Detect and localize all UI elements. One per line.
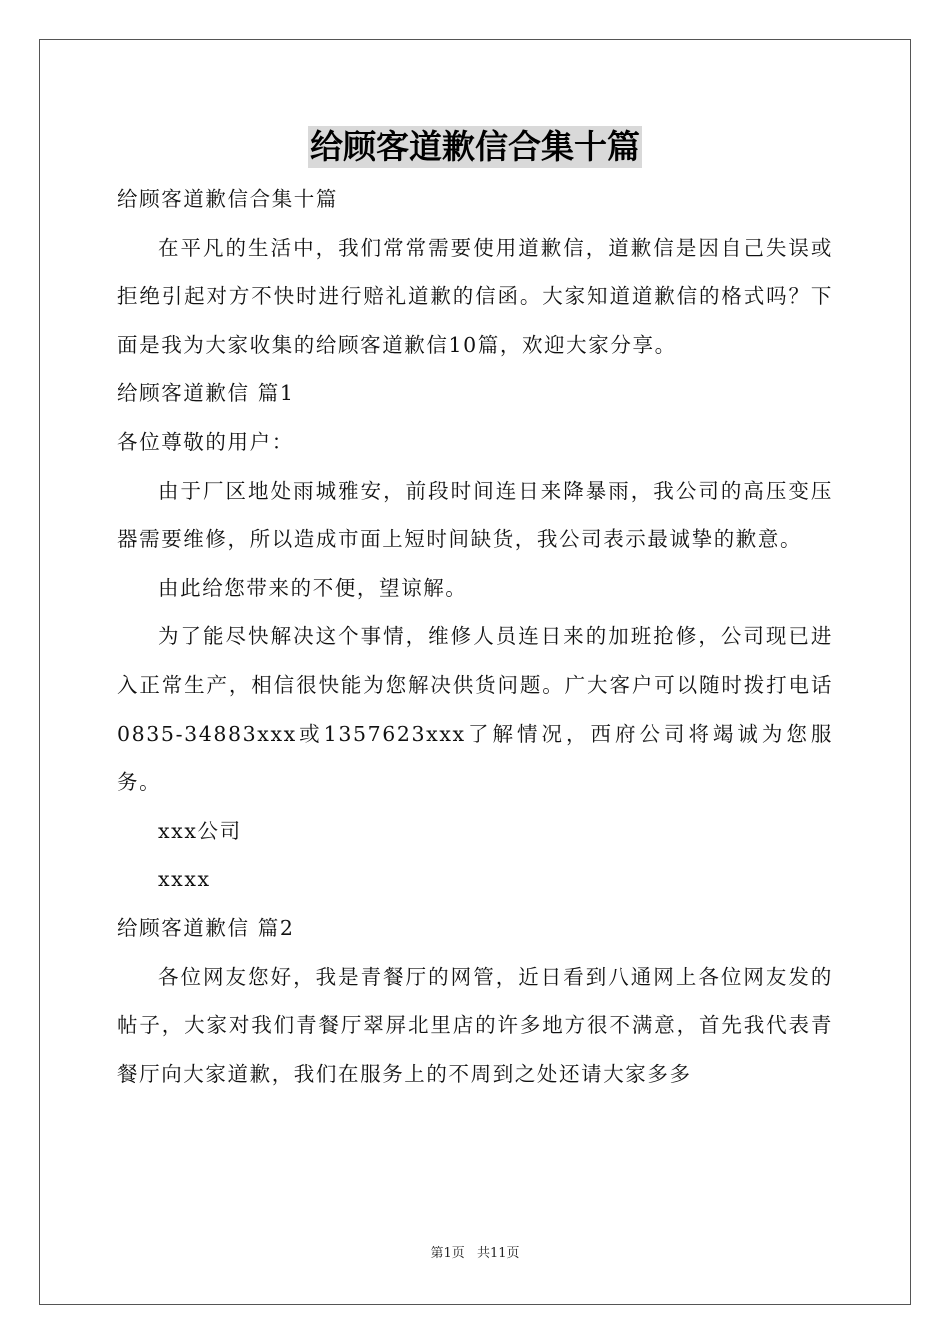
- signature-date: xxxx: [158, 867, 211, 892]
- paragraph: 为了能尽快解决这个事情，维修人员连日来的加班抢修，公司现已进入正常生产，相信很快能为您解决供货问题。广大客户可以随时拨打电话0835-34883xxx或1357623xxx了解情况，西府公司将竭诚为您服务。: [117, 624, 833, 795]
- signature-company: xxx公司: [158, 818, 242, 843]
- paragraph: 在平凡的生活中，我们常常需要使用道歉信，道歉信是因自己失误或拒绝引起对方不快时进行赔礼道歉的信函。大家知道道歉信的格式吗？下面是我为大家收集的给顾客道歉信10篇，欢迎大家分享。: [117, 235, 833, 357]
- page-footer: [0, 1245, 950, 1263]
- paragraph: 各位网友您好，我是青餐厅的网管，近日看到八通网上各位网友发的帖子，大家对我们青餐厅翠屏北里店的许多地方很不满意，首先我代表青餐厅向大家道歉，我们在服务上的不周到之处还请大家多多: [117, 964, 833, 1086]
- section-heading: 给顾客道歉信 篇1: [117, 381, 295, 406]
- paragraph: 给顾客道歉信合集十篇: [117, 187, 338, 211]
- page-total: 共11页: [476, 1246, 520, 1261]
- document-title: 给顾客道歉信合集十篇: [310, 127, 640, 166]
- page-number: 第1页: [430, 1246, 465, 1261]
- document-body: [117, 175, 833, 1098]
- paragraph: 由于厂区地处雨城雅安，前段时间连日来降暴雨，我公司的高压变压器需要维修，所以造成市面上短时间缺货，我公司表示最诚挚的歉意。: [117, 478, 833, 552]
- section-heading: 给顾客道歉信 篇2: [117, 915, 295, 940]
- title-container: [0, 126, 950, 168]
- salutation: 各位尊敬的用户：: [117, 429, 294, 454]
- paragraph: 由此给您带来的不便，望谅解。: [158, 575, 468, 600]
